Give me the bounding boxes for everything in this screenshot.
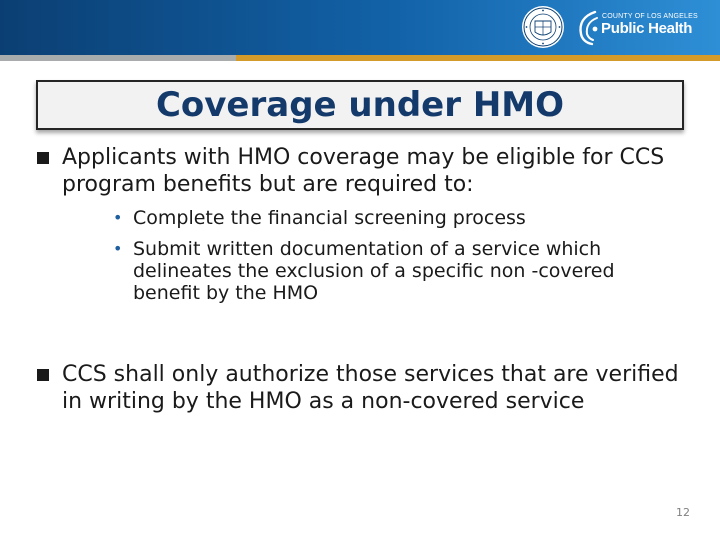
bullet-text: CCS shall only authorize those services that are verified in writing by the HMO as a non-covered service — [62, 362, 679, 414]
bullet-dot-icon: • — [113, 239, 123, 258]
sub-bullet-text: Submit written documentation of a service which delineates the exclusion of a specific non -covered benefit by the HMO — [133, 238, 615, 304]
bullet-item — [36, 144, 686, 198]
bullet-item — [36, 361, 686, 415]
sub-bullet-item — [113, 207, 683, 229]
page-number: 12 — [676, 506, 690, 519]
checkbox-bullet-icon — [36, 368, 50, 382]
checkbox-bullet-icon — [36, 151, 50, 165]
sub-bullet-text: Complete the financial screening process — [133, 207, 526, 229]
bullet-text: Applicants with HMO coverage may be eligible for CCS program benefits but are required to: — [62, 145, 665, 197]
logo-public-health-text: Public Health — [601, 20, 693, 37]
sub-bullet-item — [113, 238, 683, 304]
slide-title-box — [36, 80, 684, 130]
bullet-dot-icon: • — [113, 208, 123, 227]
slide-title: Coverage under HMO — [155, 85, 565, 125]
header-stripe-gray — [0, 55, 236, 61]
header-stripe-gold — [236, 55, 720, 61]
public-health-logo-icon — [575, 10, 601, 46]
logo-county-text: COUNTY OF LOS ANGELES — [602, 13, 698, 20]
county-seal-icon — [521, 5, 565, 49]
